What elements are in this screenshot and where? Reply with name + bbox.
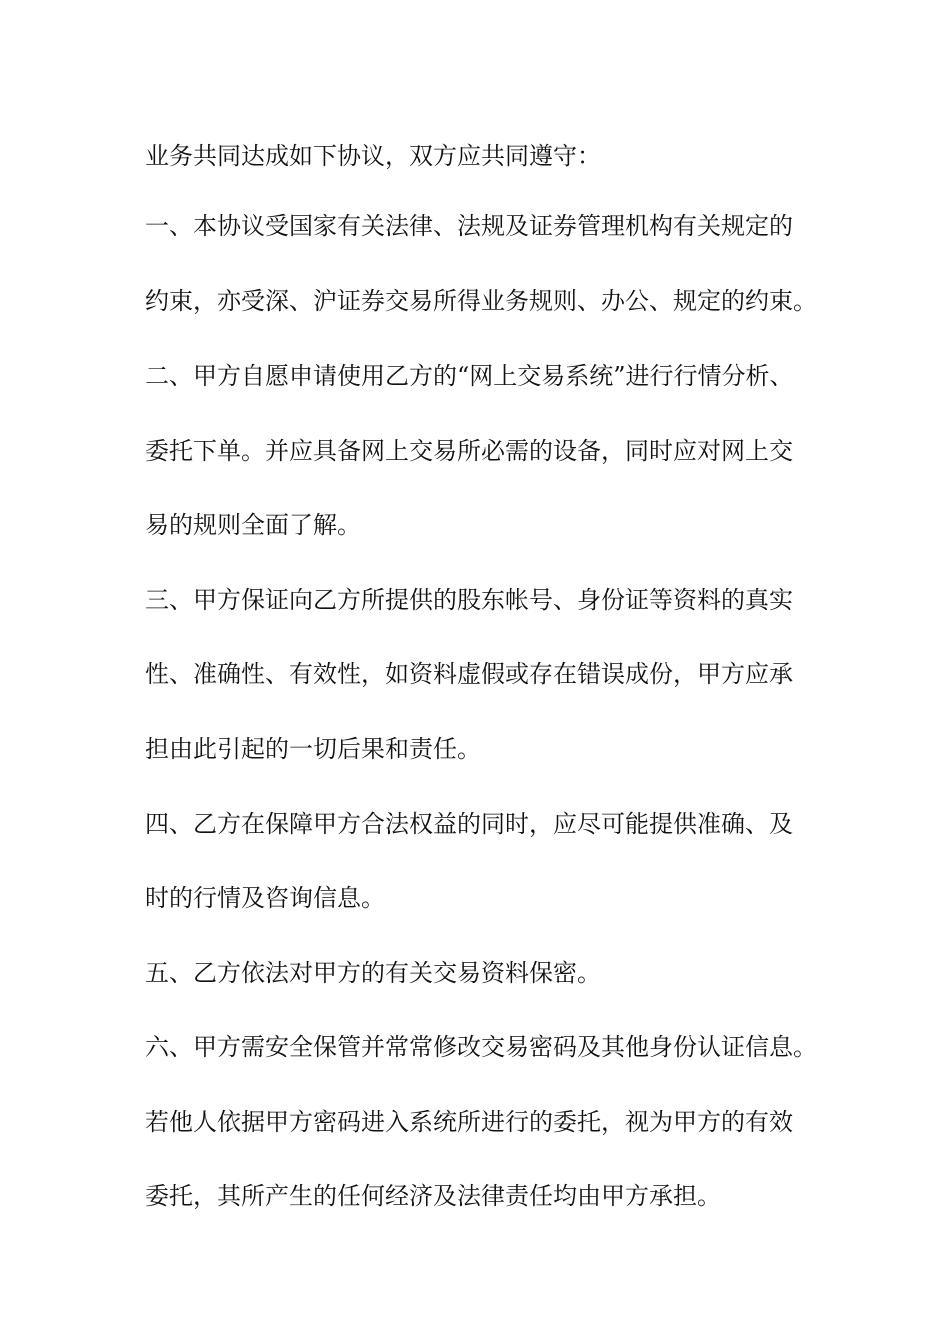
text-line-15: 委托，其所产生的任何经济及法律责任均由甲方承担。 <box>145 1182 721 1210</box>
text-line-12: 五、乙方依法对甲方的有关交易资料保密。 <box>145 959 601 987</box>
text-line-10: 四、乙方在保障甲方合法权益的同时，应尽可能提供准确、及 <box>145 810 793 838</box>
text-line-8: 性、准确性、有效性，如资料虚假或存在错误成份，甲方应承 <box>145 660 793 688</box>
text-line-7: 三、甲方保证向乙方所提供的股东帐号、身份证等资料的真实 <box>145 586 793 614</box>
text-line-4: 二、甲方自愿申请使用乙方的“网上交易系统”进行行情分析、 <box>145 362 794 390</box>
text-line-14: 若他人依据甲方密码进入系统所进行的委托，视为甲方的有效 <box>145 1108 793 1136</box>
text-line-11: 时的行情及咨询信息。 <box>145 884 385 912</box>
text-line-5: 委托下单。并应具备网上交易所必需的设备，同时应对网上交 <box>145 437 793 465</box>
text-line-2: 一、本协议受国家有关法律、法规及证券管理机构有关规定的 <box>145 212 793 240</box>
text-line-1: 业务共同达成如下协议，双方应共同遵守： <box>145 142 601 170</box>
text-line-6: 易的规则全面了解。 <box>145 511 361 539</box>
text-line-13: 六、甲方需安全保管并常常修改交易密码及其他身份认证信息。 <box>145 1033 817 1061</box>
text-line-3: 约束，亦受深、沪证券交易所得业务规则、办公、规定的约束。 <box>145 287 817 315</box>
text-line-9: 担由此引起的一切后果和责任。 <box>145 735 481 763</box>
